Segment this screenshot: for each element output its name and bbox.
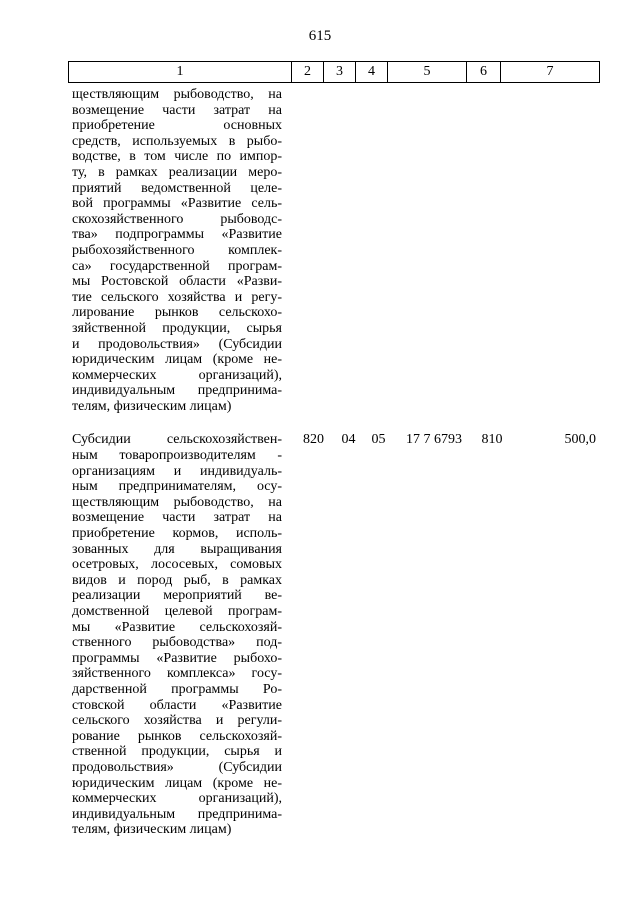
row-description <box>68 432 282 837</box>
description-line: ственного рыбоводства» под- <box>72 635 282 651</box>
description-line: са» государственной програм- <box>72 258 282 274</box>
description-line: зяйственной продукции, сырья <box>72 320 282 336</box>
header-col-4: 4 <box>356 62 388 82</box>
row-col-4: 05 <box>371 432 386 448</box>
description-line: мы «Развитие сельскохозяй- <box>72 619 282 635</box>
header-col-6: 6 <box>467 62 501 82</box>
description-line: телям, физическим лицам) <box>72 822 232 838</box>
header-col-1: 1 <box>69 62 292 82</box>
description-line: тва» подпрограммы «Развитие <box>72 227 282 243</box>
description-line: возмещение части затрат на <box>72 510 282 526</box>
description-line: ществляющим рыбоводство, на <box>72 87 282 102</box>
description-line: продовольствия» (Субсидии <box>72 759 282 775</box>
description-line: вой программы «Развитие сель- <box>72 196 282 212</box>
description-line: коммерческих организаций), <box>72 791 282 807</box>
description-line: юридическим лицам (кроме не- <box>72 775 282 791</box>
description-line: рыбохозяйственного комплек- <box>72 242 282 258</box>
description-line: ществляющим рыбоводство, на <box>72 494 282 510</box>
description-line: скохозяйственного рыбоводс- <box>72 211 282 227</box>
description-line: организациям и индивидуаль- <box>72 463 282 479</box>
header-col-2: 2 <box>292 62 324 82</box>
description-line: телям, физическим лицам) <box>72 398 232 414</box>
row-description <box>68 87 282 414</box>
description-line: рование рынков сельскохозяй- <box>72 728 282 744</box>
description-line: программы «Развитие рыбохо- <box>72 650 282 666</box>
description-line: возмещение части затрат на <box>72 102 282 118</box>
table-row <box>68 87 600 414</box>
description-line: зованных для выращивания <box>72 541 282 557</box>
header-col-3: 3 <box>324 62 356 82</box>
description-line: дарственной программы Ро- <box>72 681 282 697</box>
row-col-6: 810 <box>481 432 503 448</box>
description-line: коммерческих организаций), <box>72 367 282 383</box>
description-line: мы Ростовской области «Разви- <box>72 274 282 290</box>
description-line: ственной продукции, сырья и <box>72 744 282 760</box>
description-line: приятий ведомственной целе- <box>72 180 282 196</box>
row-col-7: 500,0 <box>564 432 596 448</box>
description-line: Субсидии сельскохозяйствен- <box>72 432 282 448</box>
page-number: 615 <box>308 28 332 44</box>
description-line: тие сельского хозяйства и регу- <box>72 289 282 305</box>
description-line: приобретение кормов, исполь- <box>72 526 282 542</box>
description-line: сельского хозяйства и регули- <box>72 713 282 729</box>
description-line: осетровых, лососевых, сомовых <box>72 557 282 573</box>
description-line: водстве, в том числе по импор- <box>72 149 282 165</box>
description-line: ту, в рамках реализации меро- <box>72 164 282 180</box>
budget-table <box>68 61 600 838</box>
row-col-3: 04 <box>341 432 356 448</box>
table-row <box>68 432 600 837</box>
description-line: и продовольствия» (Субсидии <box>72 336 282 352</box>
description-line: стовской области «Развитие <box>72 697 282 713</box>
row-col-2: 820 <box>303 432 324 448</box>
description-line: лирование рынков сельскохо- <box>72 305 282 321</box>
description-line: индивидуальным предпринима- <box>72 383 282 399</box>
description-line: зяйственного комплекса» госу- <box>72 666 282 682</box>
description-line: ным товаропроизводителям - <box>72 448 282 464</box>
description-line: видов и пород рыб, в рамках <box>72 572 282 588</box>
header-col-5: 5 <box>388 62 467 82</box>
table-header <box>68 61 600 83</box>
description-line: ным предпринимателям, осу- <box>72 479 282 495</box>
description-line: средств, используемых в рыбо- <box>72 133 282 149</box>
description-line: индивидуальным предпринима- <box>72 806 282 822</box>
description-line: юридическим лицам (кроме не- <box>72 352 282 368</box>
description-line: домственной целевой програм- <box>72 604 282 619</box>
description-line: приобретение основных <box>72 118 282 134</box>
description-line: реализации мероприятий ве- <box>72 588 282 604</box>
header-col-7: 7 <box>546 64 554 79</box>
row-col-5: 17 7 6793 <box>406 432 462 448</box>
